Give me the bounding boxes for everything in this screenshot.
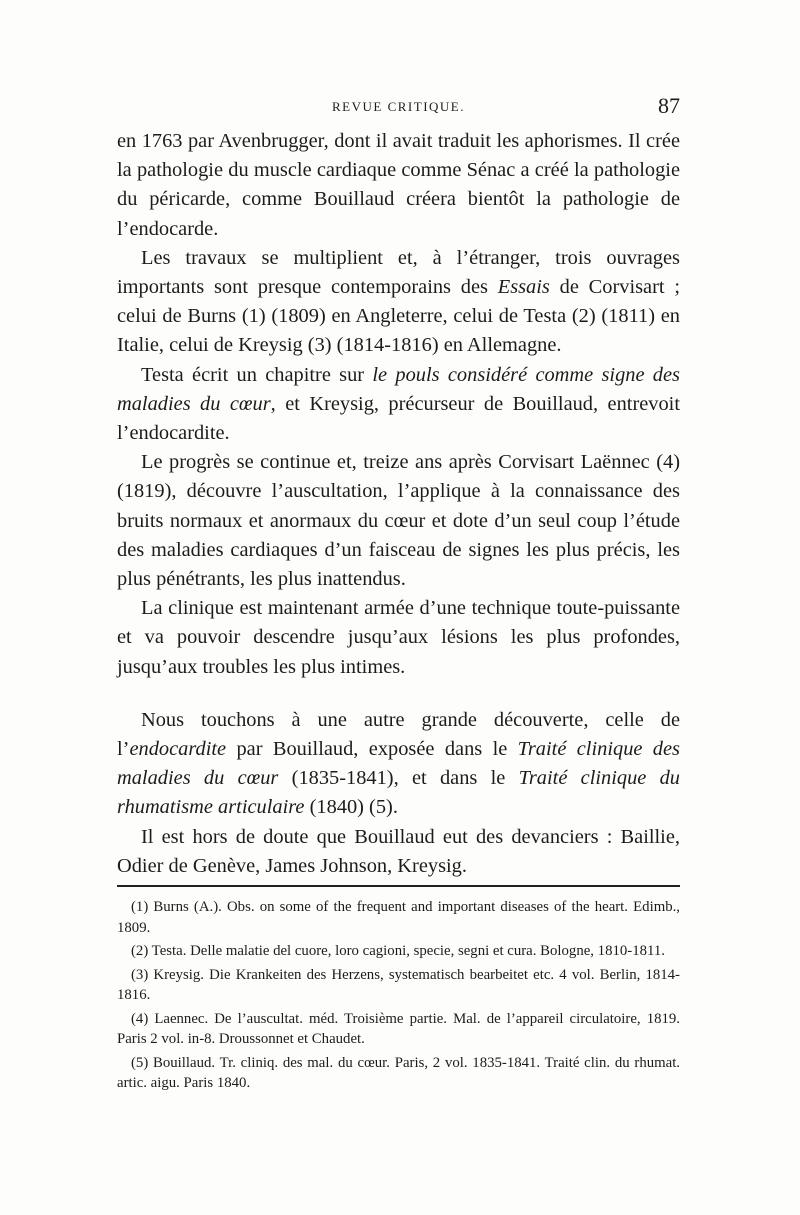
italic-run: endocardite xyxy=(129,738,227,761)
footnote: (5) Bouillaud. Tr. cliniq. des mal. du cœur. Paris, 2 vol. 1835-1841. Traité clin. du rhumat. artic. aigu. Paris 1840. xyxy=(117,1054,680,1091)
italic-run: Traité clinique du rhumatisme articulaire xyxy=(117,767,681,819)
paragraph xyxy=(117,706,680,823)
italic-run: le pouls considéré comme signe des maladies du cœur xyxy=(117,363,680,415)
text-run: Le progrès se continue et, treize ans après Corvisart Laënnec (4) (1819), découvre l’auscultation, l’applique à la connaissance des bruits normaux et anormaux du cœur et dote d’un seul coup l’étude des maladies cardiaques d’un faisceau de signes les plus précis, les plus pénétrants, les plus inattendus. xyxy=(117,451,680,591)
text-run: Il est hors de doute que Bouillaud eut des devanciers : Baillie, Odier de Genève, James Johnson, Kreysig. xyxy=(117,825,680,877)
text-run: (1840) (5). xyxy=(304,796,398,819)
page-number: 87 xyxy=(658,93,680,118)
italic-run: Traité clinique des maladies du cœur xyxy=(117,738,680,790)
footnotes xyxy=(117,897,680,1097)
main-text xyxy=(117,127,680,881)
italic-run: Essais xyxy=(497,276,550,299)
footnote: (3) Kreysig. Die Krankeiten des Herzens, systematisch bearbeitet etc. 4 vol. Berlin, 1814-1816. xyxy=(117,966,680,1003)
footnote: (1) Burns (A.). Obs. on some of the frequent and important diseases of the heart. Edimb., 1809. xyxy=(117,899,680,936)
text-run: , et Kreysig, précurseur de Bouillaud, entrevoit l’endocardite. xyxy=(117,392,681,445)
footnote-rule xyxy=(117,885,680,887)
text-run: de Corvisart ; celui de Burns (1) (1809) en Angleterre, celui de Testa (2) (1811) en Italie, celui de Kreysig (3) (1814-1816) en Allemagne. xyxy=(117,276,680,357)
text-run: en 1763 par Avenbrugger, dont il avait traduit les aphorismes. Il crée la pathologie du muscle cardiaque comme Sénac a créé la pathologie du péricarde, comme Bouillaud créera bientôt la pathologie de l’endocarde. xyxy=(117,130,680,240)
running-head: REVUE CRITIQUE. xyxy=(332,99,465,114)
text-run: Testa écrit un chapitre sur xyxy=(141,363,373,386)
text-run: (1835-1841), et dans le xyxy=(278,767,519,790)
paragraph xyxy=(117,361,680,449)
text-run: Nous touchons à une autre grande découverte, celle de l’ xyxy=(117,708,680,761)
paragraph xyxy=(117,244,680,361)
page-header xyxy=(117,95,680,119)
footnote: (4) Laennec. De l’auscultat. méd. Troisième partie. Mal. de l’appareil circulatoire, 1819. Paris 2 vol. in-8. Droussonnet et Chaudet. xyxy=(117,1010,680,1047)
paragraph xyxy=(117,448,680,594)
paragraph xyxy=(117,594,680,682)
paragraph xyxy=(117,127,680,244)
text-run: Les travaux se multiplient et, à l’étranger, trois ouvrages importants sont presque contemporains des xyxy=(117,246,680,299)
text-run: La clinique est maintenant armée d’une technique toute-puissante et va pouvoir descendre jusqu’aux lésions les plus profondes, jusqu’aux troubles les plus intimes. xyxy=(117,597,680,678)
paragraph xyxy=(117,823,680,881)
footnote: (2) Testa. Delle malatie del cuore, loro cagioni, specie, segni et cura. Bologne, 1810-1811. xyxy=(131,943,665,959)
text-run: par Bouillaud, exposée dans le xyxy=(226,738,518,761)
